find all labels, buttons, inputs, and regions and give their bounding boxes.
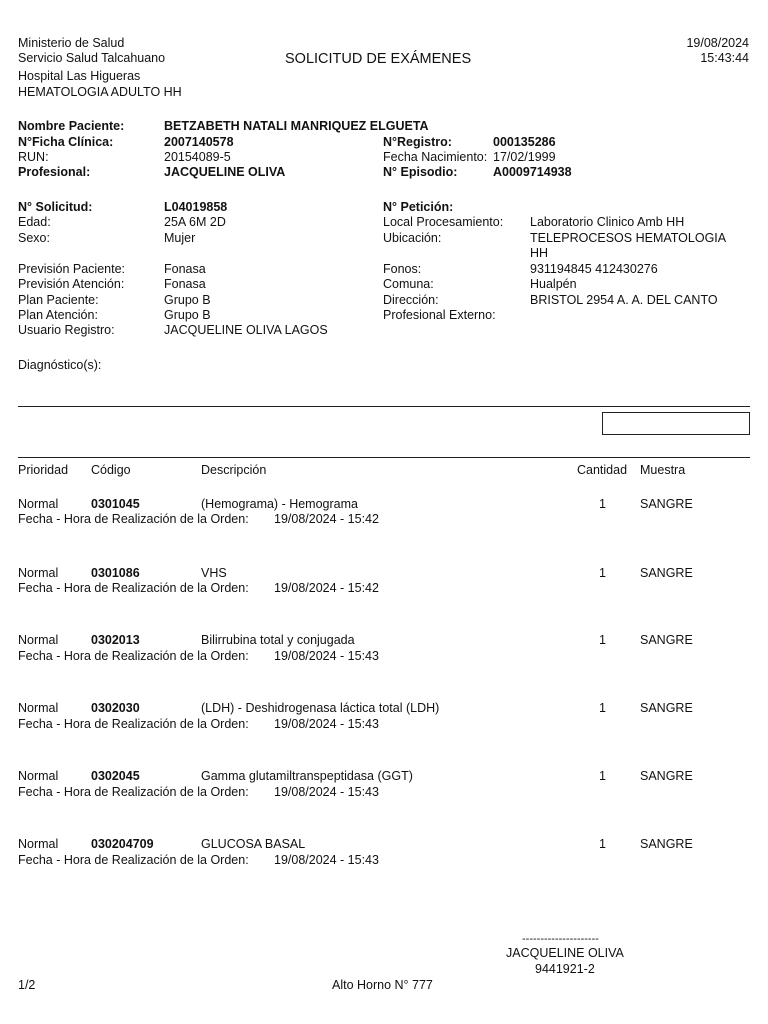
col-muestra-header: Muestra xyxy=(640,463,686,477)
episodio-value: A0009714938 xyxy=(493,165,572,179)
comuna-value: Hualpén xyxy=(530,277,577,291)
row-muestra: SANGRE xyxy=(640,701,693,715)
nacimiento-label: Fecha Nacimiento: xyxy=(383,150,488,164)
col-codigo-header: Código xyxy=(91,463,131,477)
row-cantidad: 1 xyxy=(599,497,606,511)
row-cantidad: 1 xyxy=(599,769,606,783)
registro-label: N°Registro: xyxy=(383,135,452,149)
edad-value: 25A 6M 2D xyxy=(164,215,226,229)
diagnostico-label: Diagnóstico(s): xyxy=(18,358,102,372)
row-fecha-label: Fecha - Hora de Realización de la Orden: xyxy=(18,649,249,663)
plan-atencion-value: Grupo B xyxy=(164,308,211,322)
row-codigo: 0301045 xyxy=(91,497,140,511)
row-fecha: 19/08/2024 - 15:42 xyxy=(274,581,379,595)
sexo-value: Mujer xyxy=(164,231,196,245)
profesional-value: JACQUELINE OLIVA xyxy=(164,165,286,179)
row-prioridad: Normal xyxy=(18,633,59,647)
plan-atencion-label: Plan Atención: xyxy=(18,308,98,322)
row-descripcion: GLUCOSA BASAL xyxy=(201,837,306,851)
signature-id: 9441921-2 xyxy=(535,962,595,976)
row-descripcion: Gamma glutamiltranspeptidasa (GGT) xyxy=(201,769,413,783)
local-label: Local Procesamiento: xyxy=(383,215,504,229)
prevision-atencion-value: Fonasa xyxy=(164,277,206,291)
row-fecha: 19/08/2024 - 15:43 xyxy=(274,649,379,663)
divider-top xyxy=(18,406,750,407)
row-fecha-label: Fecha - Hora de Realización de la Orden: xyxy=(18,581,249,595)
plan-paciente-label: Plan Paciente: xyxy=(18,293,99,307)
row-cantidad: 1 xyxy=(599,566,606,580)
col-prioridad-header: Prioridad xyxy=(18,463,69,477)
divider-table xyxy=(18,457,750,458)
patient-name: BETZABETH NATALI MANRIQUEZ ELGUETA xyxy=(164,119,429,133)
row-codigo: 0301086 xyxy=(91,566,140,580)
document-title: SOLICITUD DE EXÁMENES xyxy=(285,51,472,67)
org-line-3: Hospital Las Higueras xyxy=(18,69,141,83)
row-prioridad: Normal xyxy=(18,497,59,511)
fonos-value: 931194845 412430276 xyxy=(530,262,658,276)
org-line-2: Servicio Salud Talcahuano xyxy=(18,51,166,65)
ubicacion-label: Ubicación: xyxy=(383,231,442,245)
print-time: 15:43:44 xyxy=(700,51,749,65)
row-fecha-label: Fecha - Hora de Realización de la Orden: xyxy=(18,717,249,731)
row-fecha: 19/08/2024 - 15:43 xyxy=(274,717,379,731)
ficha-label: N°Ficha Clínica: xyxy=(18,135,114,149)
direccion-value: BRISTOL 2954 A. A. DEL CANTO xyxy=(530,293,718,307)
row-muestra: SANGRE xyxy=(640,837,693,851)
row-cantidad: 1 xyxy=(599,837,606,851)
ubicacion-value-1: TELEPROCESOS HEMATOLOGIA xyxy=(530,231,727,245)
row-cantidad: 1 xyxy=(599,633,606,647)
print-date: 19/08/2024 xyxy=(686,36,749,50)
row-prioridad: Normal xyxy=(18,837,59,851)
row-descripcion: (LDH) - Deshidrogenasa láctica total (LDH) xyxy=(201,701,440,715)
row-descripcion: (Hemograma) - Hemograma xyxy=(201,497,358,511)
col-cantidad-header: Cantidad xyxy=(577,463,628,477)
run-label: RUN: xyxy=(18,150,49,164)
profesional-externo-label: Profesional Externo: xyxy=(383,308,496,322)
signature-line: --------------------- xyxy=(522,933,599,945)
usuario-registro-label: Usuario Registro: xyxy=(18,323,115,337)
edad-label: Edad: xyxy=(18,215,51,229)
plan-paciente-value: Grupo B xyxy=(164,293,211,307)
episodio-label: N° Episodio: xyxy=(383,165,458,179)
row-muestra: SANGRE xyxy=(640,566,693,580)
nacimiento-value: 17/02/1999 xyxy=(493,150,556,164)
row-fecha: 19/08/2024 - 15:43 xyxy=(274,853,379,867)
local-value: Laboratorio Clinico Amb HH xyxy=(530,215,685,229)
profesional-label: Profesional: xyxy=(18,165,91,179)
row-fecha-label: Fecha - Hora de Realización de la Orden: xyxy=(18,512,249,526)
usuario-registro-value: JACQUELINE OLIVA LAGOS xyxy=(164,323,328,337)
solicitud-value: L04019858 xyxy=(164,200,228,214)
col-descripcion-header: Descripción xyxy=(201,463,267,477)
row-descripcion: Bilirrubina total y conjugada xyxy=(201,633,355,647)
page-number: 1/2 xyxy=(18,978,36,992)
row-prioridad: Normal xyxy=(18,769,59,783)
row-descripcion: VHS xyxy=(201,566,227,580)
row-prioridad: Normal xyxy=(18,566,59,580)
row-fecha: 19/08/2024 - 15:42 xyxy=(274,512,379,526)
solicitud-label: N° Solicitud: xyxy=(18,200,93,214)
row-fecha-label: Fecha - Hora de Realización de la Orden: xyxy=(18,853,249,867)
prevision-atencion-label: Previsión Atención: xyxy=(18,277,125,291)
peticion-label: N° Petición: xyxy=(383,200,454,214)
ficha-value: 2007140578 xyxy=(164,135,234,149)
prevision-paciente-label: Previsión Paciente: xyxy=(18,262,126,276)
org-line-1: Ministerio de Salud xyxy=(18,36,125,50)
empty-box xyxy=(602,412,750,435)
fonos-label: Fonos: xyxy=(383,262,422,276)
row-codigo: 0302013 xyxy=(91,633,140,647)
direccion-label: Dirección: xyxy=(383,293,439,307)
run-value: 20154089-5 xyxy=(164,150,231,164)
row-muestra: SANGRE xyxy=(640,633,693,647)
row-prioridad: Normal xyxy=(18,701,59,715)
prevision-paciente-value: Fonasa xyxy=(164,262,206,276)
ubicacion-value-2: HH xyxy=(530,246,549,260)
signature-name: JACQUELINE OLIVA xyxy=(506,946,624,960)
row-codigo: 030204709 xyxy=(91,837,154,851)
org-line-4: HEMATOLOGIA ADULTO HH xyxy=(18,85,182,99)
row-cantidad: 1 xyxy=(599,701,606,715)
row-codigo: 0302045 xyxy=(91,769,140,783)
registro-value: 000135286 xyxy=(493,135,556,149)
row-muestra: SANGRE xyxy=(640,769,693,783)
row-fecha-label: Fecha - Hora de Realización de la Orden: xyxy=(18,785,249,799)
patient-name-label: Nombre Paciente: xyxy=(18,119,125,133)
row-codigo: 0302030 xyxy=(91,701,140,715)
footer-address: Alto Horno N° 777 xyxy=(332,978,433,992)
row-fecha: 19/08/2024 - 15:43 xyxy=(274,785,379,799)
row-muestra: SANGRE xyxy=(640,497,693,511)
sexo-label: Sexo: xyxy=(18,231,50,245)
comuna-label: Comuna: xyxy=(383,277,434,291)
